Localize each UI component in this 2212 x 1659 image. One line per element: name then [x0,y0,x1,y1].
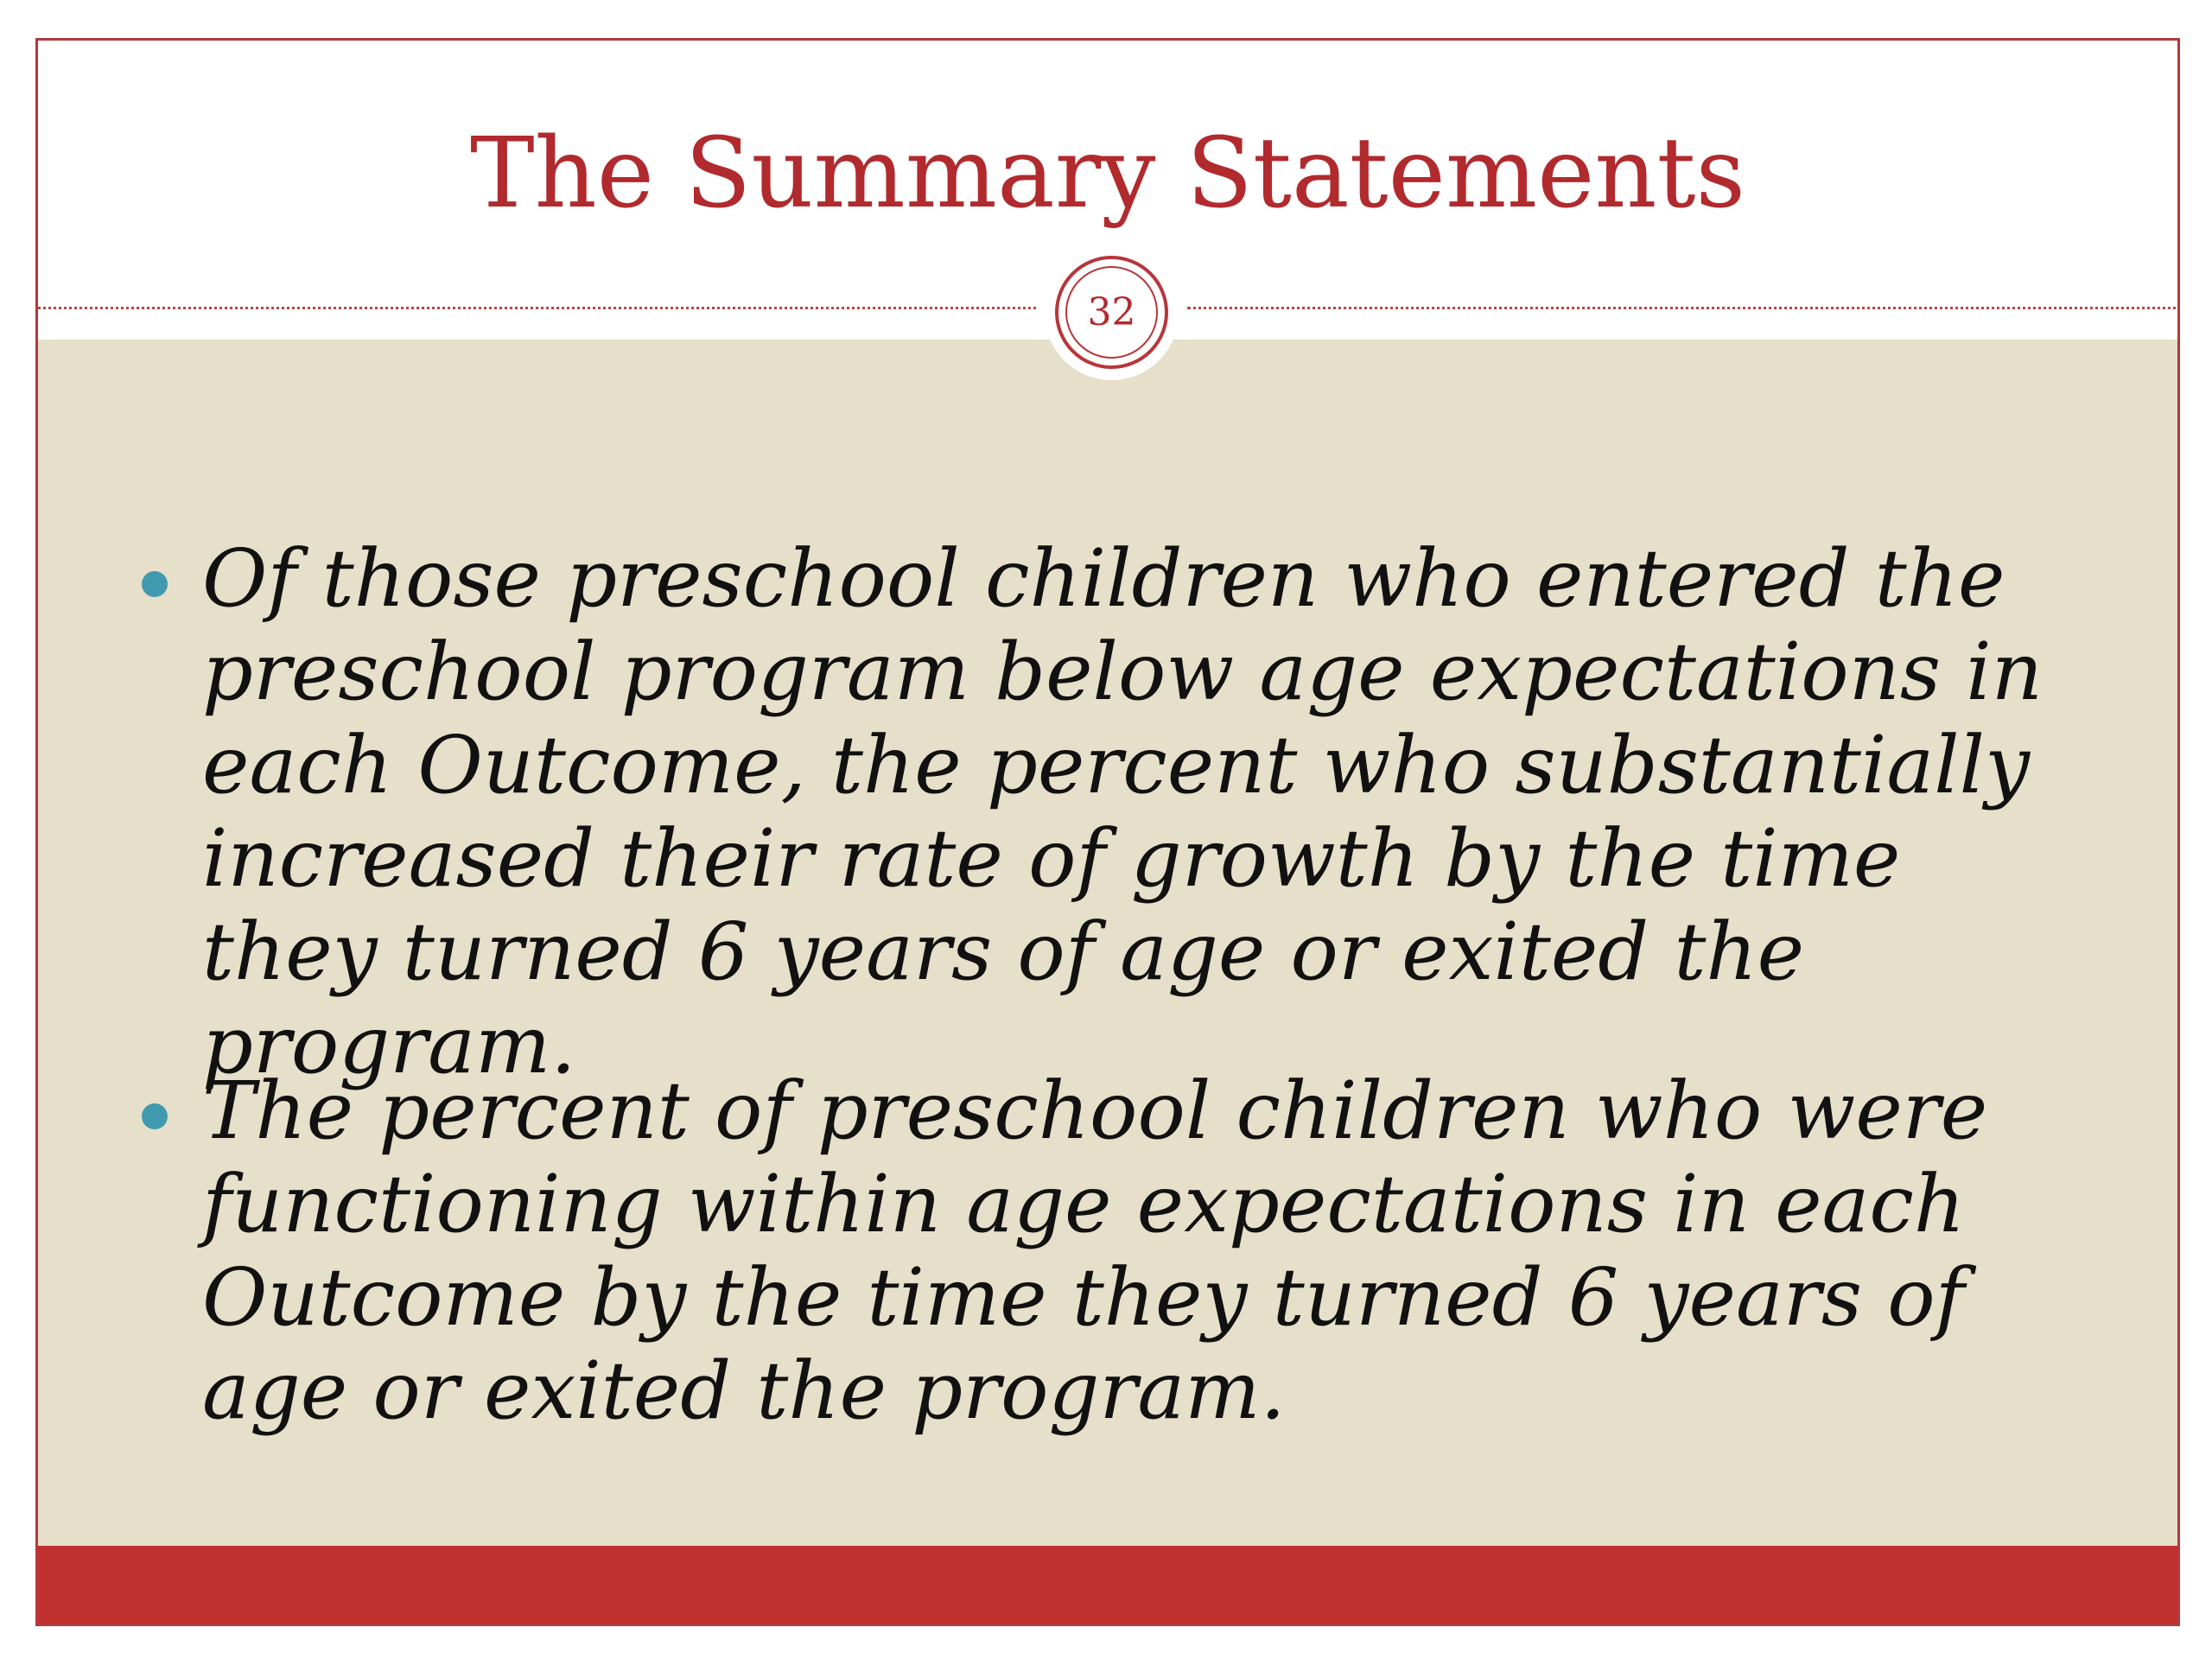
page-number: 32 [1065,266,1158,359]
bullet-icon [142,1103,168,1129]
slide-title: The Summary Statements [469,118,1746,230]
content-panel [38,340,2177,1546]
title-divider-left [38,307,1036,309]
page-number-badge [1055,256,1168,369]
title-divider-right [1187,307,2180,309]
bullet-text: The percent of preschool children who were functioning within age expectations in each Outcome by the time they turned 6 years of age or exited the program. [202,1065,1988,1437]
bullet-icon [142,571,168,597]
bullet-text: Of those preschool children who entered the preschool program below age expectations in each Outcome, the percent who substantially increased their rate of growth by the time they turned 6 years of age or exited the program. [202,532,2043,1091]
footer-bar [38,1546,2177,1626]
slide [35,38,2180,1626]
